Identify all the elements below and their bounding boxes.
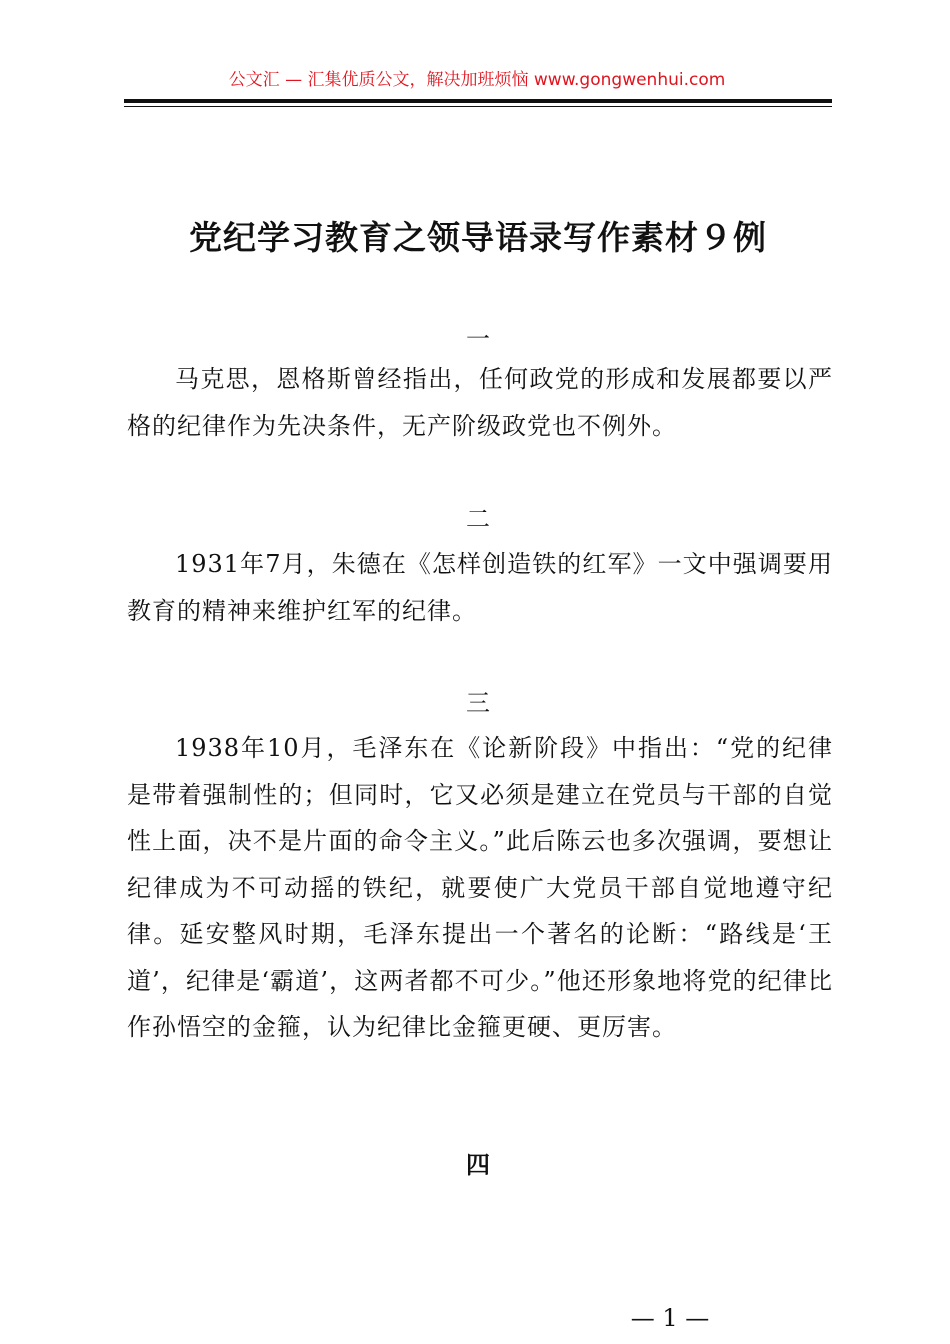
section-number-2: 二 [466, 505, 490, 533]
section-number-3: 三 [466, 689, 490, 717]
site-header: 公文汇 — 汇集优质公文，解决加班烦恼 www.gongwenhui.com [228, 70, 726, 90]
section-number-1: 一 [466, 325, 490, 353]
header-rule-thick [124, 99, 832, 103]
section-paragraph-1: 马克思，恩格斯曾经指出，任何政党的形成和发展都要以严格的纪律作为先决条件，无产阶级政党也不例外。 [127, 365, 833, 440]
section-number-4: 四 [466, 1150, 490, 1179]
section-paragraph-2: 1931年7月，朱德在《怎样创造铁的红军》一文中强调要用教育的精神来维护红军的纪律。 [127, 550, 833, 625]
section-paragraph-3: 1938年10月，毛泽东在《论新阶段》中指出：“党的纪律是带着强制性的；但同时，它又必须是建立在党员与干部的自觉性上面，决不是片面的命令主义。”此后陈云也多次强调，要想让纪律成为不可动摇的铁纪，就要使广大党员干部自觉地遵守纪律。延安整风时期，毛泽东提出一个著名的论断：“路线是‘王道’，纪律是‘霸道’，这两者都不可少。”他还形象地将党的纪律比作孙悟空的金箍，认为纪律比金箍更硬、更厉害。 [127, 734, 833, 1041]
header-rule-thin [124, 106, 832, 107]
document-title: 党纪学习教育之领导语录写作素材９例 [189, 218, 767, 257]
page-number: — 1 — [630, 1304, 710, 1332]
